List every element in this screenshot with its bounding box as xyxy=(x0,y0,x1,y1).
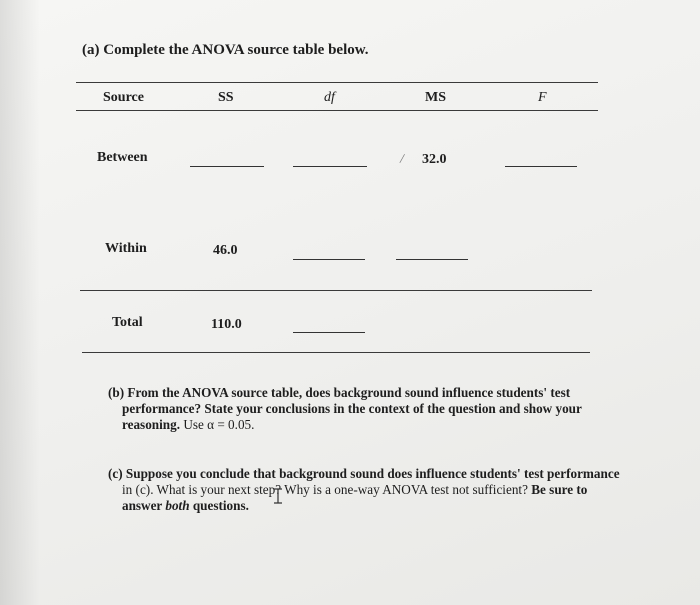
part-c-line-2 xyxy=(108,482,628,498)
part-c-line-2-bold: Be sure to xyxy=(531,482,588,497)
header-source: Source xyxy=(103,90,144,105)
part-b-line-2 xyxy=(108,401,608,417)
part-c-line-2-plain: in (c). What is your next step? Why is a one-way ANOVA test not sufficient? xyxy=(122,482,528,497)
between-ms-value: 32.0 xyxy=(422,152,447,167)
part-c-line-3-a: answer xyxy=(122,498,163,513)
row-label-within: Within xyxy=(105,241,147,256)
part-b-line-3-bold: reasoning. xyxy=(122,417,181,432)
blank-between-f[interactable] xyxy=(505,166,577,167)
part-b-question xyxy=(108,385,608,433)
part-c-question xyxy=(108,466,628,514)
pen-mark: / xyxy=(398,151,406,168)
part-c-line-3-b: both xyxy=(165,498,190,513)
part-b-line-2-plain: performance? xyxy=(122,401,202,416)
part-b-line-3 xyxy=(108,417,608,433)
blank-within-df[interactable] xyxy=(293,259,365,260)
table-total-rule xyxy=(80,290,592,291)
part-c-line-3-c: questions. xyxy=(192,498,249,513)
blank-within-ms[interactable] xyxy=(396,259,468,260)
part-c-line-1: (c) Suppose you conclude that background sound does influence students' test performance xyxy=(108,466,620,481)
part-b-line-2-bold: State your conclusions in the context of the question and show your xyxy=(204,401,582,416)
table-top-rule xyxy=(76,82,598,83)
table-bottom-rule xyxy=(82,352,590,353)
page-shadow xyxy=(0,0,40,605)
row-label-between: Between xyxy=(97,150,148,165)
part-b-line-1: (b) From the ANOVA source table, does background sound influence students' test xyxy=(108,385,571,400)
header-f: F xyxy=(538,90,547,105)
header-ms: MS xyxy=(425,90,446,105)
text-cursor-icon xyxy=(273,488,283,504)
header-df: df xyxy=(324,90,335,105)
part-a-prompt: (a) Complete the ANOVA source table below. xyxy=(82,42,369,58)
row-label-total: Total xyxy=(112,315,143,330)
blank-between-ss[interactable] xyxy=(190,166,264,167)
total-ss-value: 110.0 xyxy=(211,317,242,332)
blank-total-df[interactable] xyxy=(293,332,365,333)
header-ss: SS xyxy=(218,90,234,105)
part-b-line-3-plain: Use α = 0.05. xyxy=(183,417,255,432)
blank-between-df[interactable] xyxy=(293,166,367,167)
table-header-rule xyxy=(76,110,598,111)
within-ss-value: 46.0 xyxy=(213,243,238,258)
part-c-line-3 xyxy=(108,498,628,514)
